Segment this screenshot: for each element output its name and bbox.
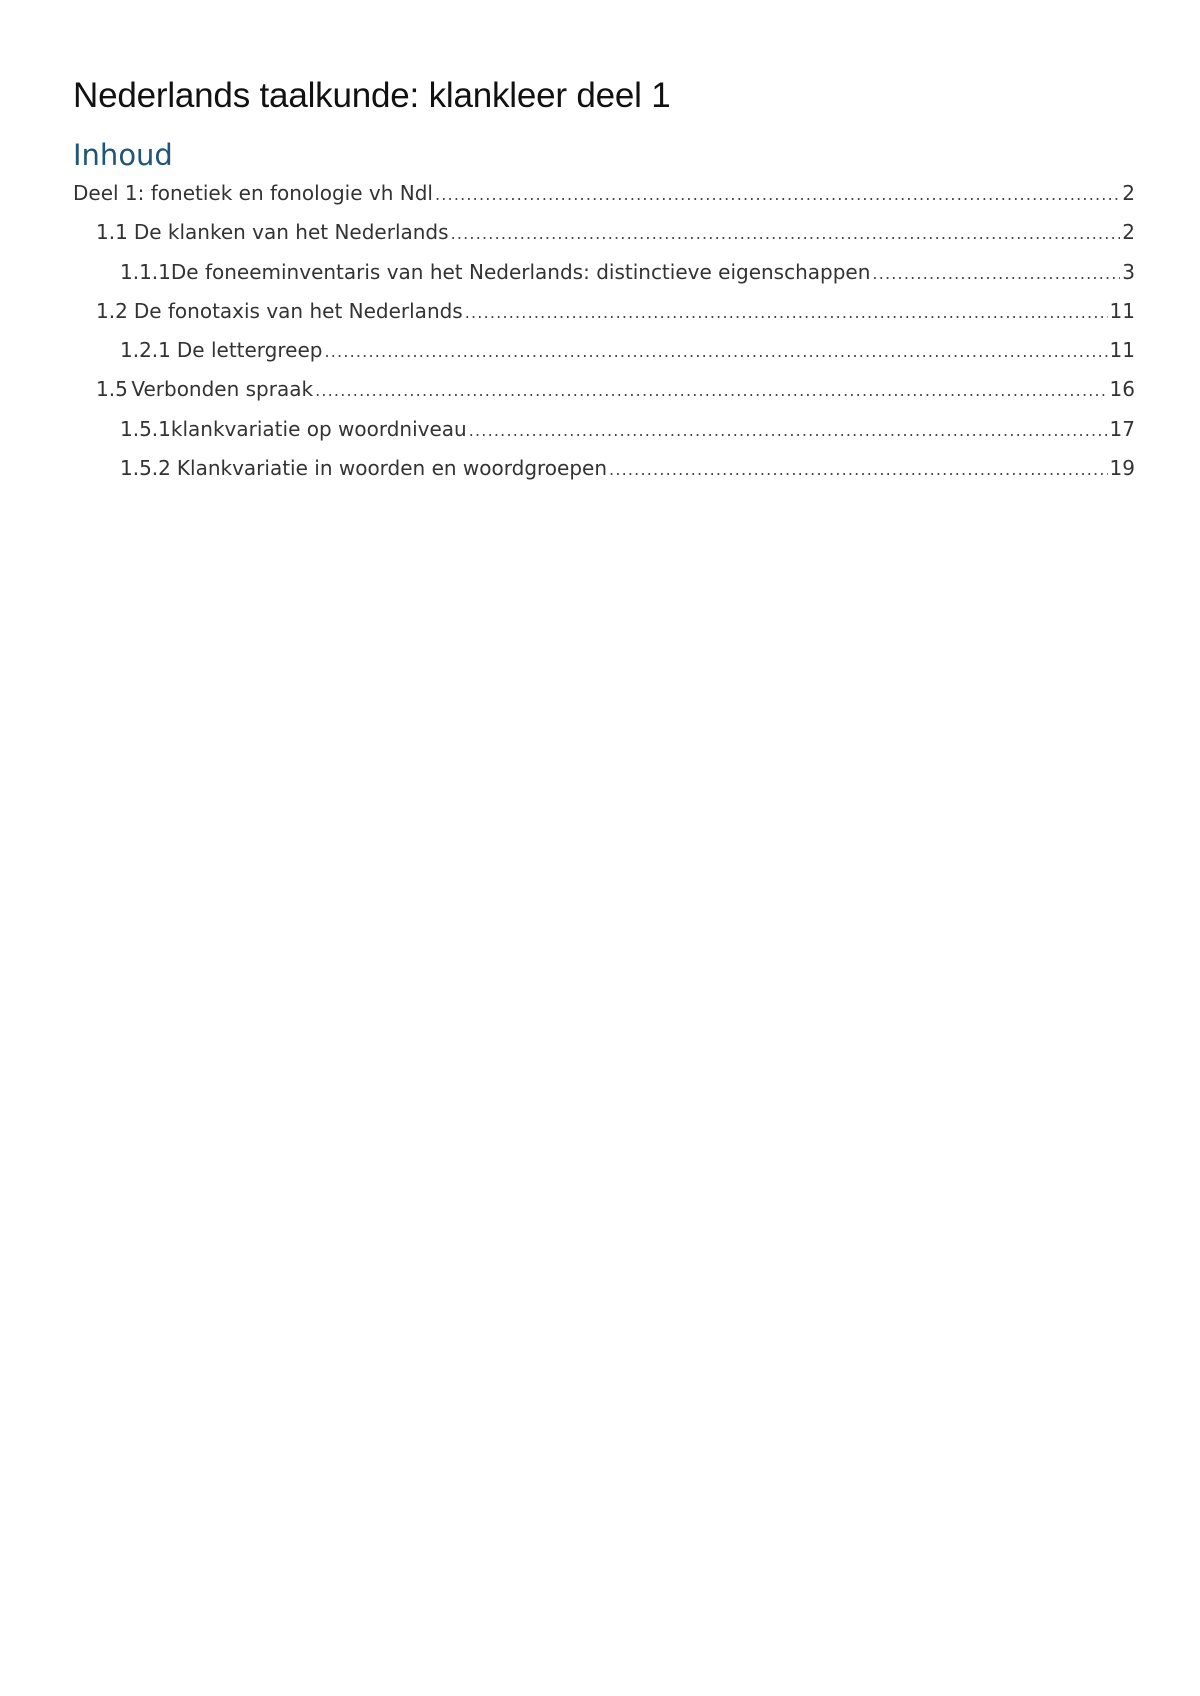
toc-page-number: 16 xyxy=(1109,377,1135,402)
toc-entry-number: 1.1.1 xyxy=(120,259,171,284)
toc-entry-number: 1.2 xyxy=(96,298,128,323)
toc-entry-number: 1.2.1 xyxy=(120,338,171,363)
toc-entry-number: 1.1 xyxy=(96,220,128,245)
toc-leader xyxy=(315,371,1107,410)
toc-page-number: 11 xyxy=(1109,338,1135,363)
toc-entry-text: Klankvariatie in woorden en woordgroepen xyxy=(176,456,608,481)
toc-leader xyxy=(469,411,1108,450)
toc-entry-text: Deel 1: fonetiek en fonologie vh Ndl xyxy=(73,181,433,205)
toc-entry-number: 1.5 xyxy=(96,377,128,402)
toc-leader xyxy=(465,293,1108,332)
toc-entry[interactable] xyxy=(73,331,1135,370)
toc-entry-text: klankvariatie op woordniveau xyxy=(170,416,467,441)
toc-entry[interactable] xyxy=(73,410,1135,449)
toc-entry-text: De lettergreep xyxy=(176,338,323,363)
toc-leader xyxy=(609,450,1108,489)
toc-entry[interactable] xyxy=(73,174,1135,213)
toc-leader xyxy=(324,332,1107,371)
toc-entry[interactable] xyxy=(73,292,1135,331)
toc-entry[interactable] xyxy=(73,449,1135,488)
toc-entry-text: De foneeminventaris van het Nederlands: distinctieve eigenschappen xyxy=(170,259,871,284)
toc-page-number: 3 xyxy=(1122,259,1135,284)
toc-entry-text: De klanken van het Nederlands xyxy=(133,220,449,245)
toc-page-number: 17 xyxy=(1109,416,1135,441)
toc-entry[interactable] xyxy=(73,370,1135,409)
toc-leader xyxy=(451,214,1121,253)
toc-entry-number: 1.5.2 xyxy=(120,456,171,481)
table-of-contents xyxy=(73,174,1135,488)
toc-entry-text: De fonotaxis van het Nederlands xyxy=(133,298,463,323)
toc-entry-text: Verbonden spraak xyxy=(131,377,314,402)
toc-leader xyxy=(872,254,1120,293)
toc-leader xyxy=(435,175,1120,214)
toc-entry[interactable] xyxy=(73,213,1135,252)
toc-heading: Inhoud xyxy=(73,138,173,172)
toc-page-number: 2 xyxy=(1122,181,1135,205)
document-title: Nederlands taalkunde: klankleer deel 1 xyxy=(73,76,671,115)
toc-page-number: 2 xyxy=(1122,220,1135,245)
toc-entry[interactable] xyxy=(73,253,1135,292)
toc-page-number: 11 xyxy=(1109,298,1135,323)
toc-entry-number: 1.5.1 xyxy=(120,416,171,441)
document-page xyxy=(73,74,1135,488)
toc-page-number: 19 xyxy=(1109,456,1135,481)
